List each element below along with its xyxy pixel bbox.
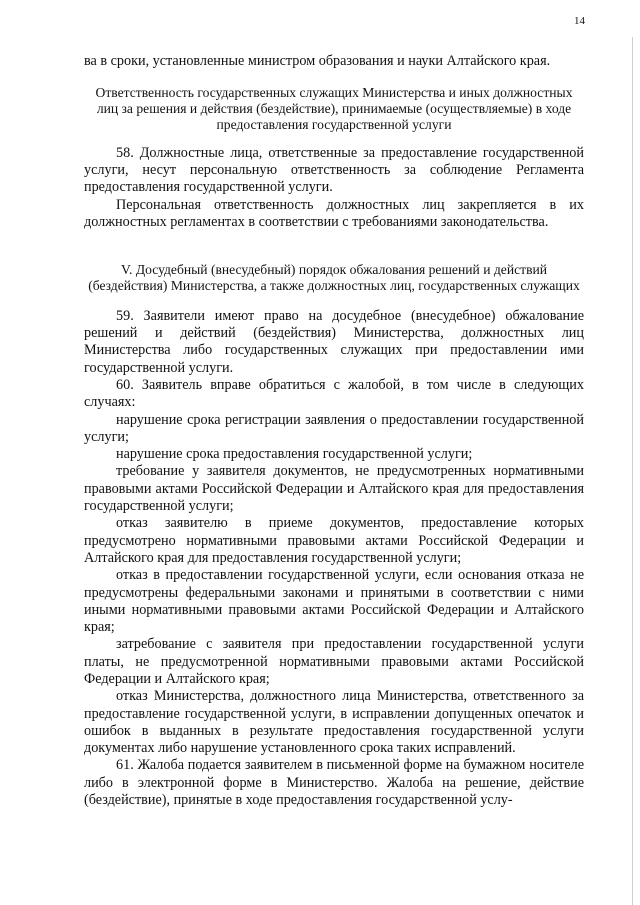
case-correction-refusal: отказ Министерства, должностного лица Министерства, ответственного за предоставление государственной услуги, в исправлении допущенных опечаток и ошибок в выданных в результате предоставления государственной услуги документах либо нарушение установленного срока таких исправлений. (84, 688, 584, 757)
paragraph-60: 60. Заявитель вправе обратиться с жалобой, в том числе в следующих случаях: (84, 376, 584, 411)
case-registration-violation: нарушение срока регистрации заявления о предоставлении государственной услуги; (84, 411, 584, 445)
paragraph-59: 59. Заявители имеют право на досудебное (внесудебное) обжалование решений и действий (бездействия) Министерства, должностных лиц Министерства либо государственных служащих при предоставлении ими государственной услуги. (84, 307, 584, 376)
section-heading-appeal: V. Досудебный (внесудебный) порядок обжалования решений и действий (бездействия) Министерства, а также должностных лиц, государственных служащих (88, 262, 580, 293)
section-heading-responsibility: Ответственность государственных служащих Министерства и иных должностных лиц за решения и действия (бездействие), принимаемые (осуществляемые) в ходе предоставления государственной услуги (95, 85, 573, 132)
continuation-line: ва в сроки, установленные министром образования и науки Алтайского края. (84, 53, 551, 69)
paragraph-58: 58. Должностные лица, ответственные за предоставление государственной услуги, несут персональную ответственность за соблюдение Регламента предоставления государственной услуги. (84, 144, 584, 196)
case-service-refusal: отказ в предоставлении государственной услуги, если основания отказа не предусмотрены федеральными законами и принятыми в соответствии с ними иными нормативными правовыми актами Российской Федерации и Алтайского края; (84, 567, 584, 636)
case-payment-demand: затребование с заявителя при предоставлении государственной услуги платы, не предусмотренной нормативными правовыми актами Российской Федерации и Алтайского края; (84, 636, 584, 687)
case-document-refusal: отказ заявителю в приеме документов, предоставление которых предусмотрено нормативными правовыми актами Российской Федерации и Алтайского края для предоставления государственной услуги; (84, 515, 584, 566)
scan-edge-line (632, 37, 633, 905)
document-body (84, 53, 584, 809)
paragraph-61: 61. Жалоба подается заявителем в письменной форме на бумажном носителе либо в электронной форме в Министерство. Жалоба на решение, действие (бездействие), принятые в ходе предоставления государственной услу- (84, 757, 584, 809)
case-documents-requirement: требование у заявителя документов, не предусмотренных нормативными правовыми актами Российской Федерации и Алтайского края для предоставления государственной услуги; (84, 463, 584, 515)
page-number: 14 (574, 15, 585, 27)
case-service-deadline-violation: нарушение срока предоставления государственной услуги; (116, 446, 473, 463)
paragraph-personal-responsibility: Персональная ответственность должностных лиц закрепляется в их должностных регламентах в соответствии с требованиями законодательства. (84, 196, 584, 230)
